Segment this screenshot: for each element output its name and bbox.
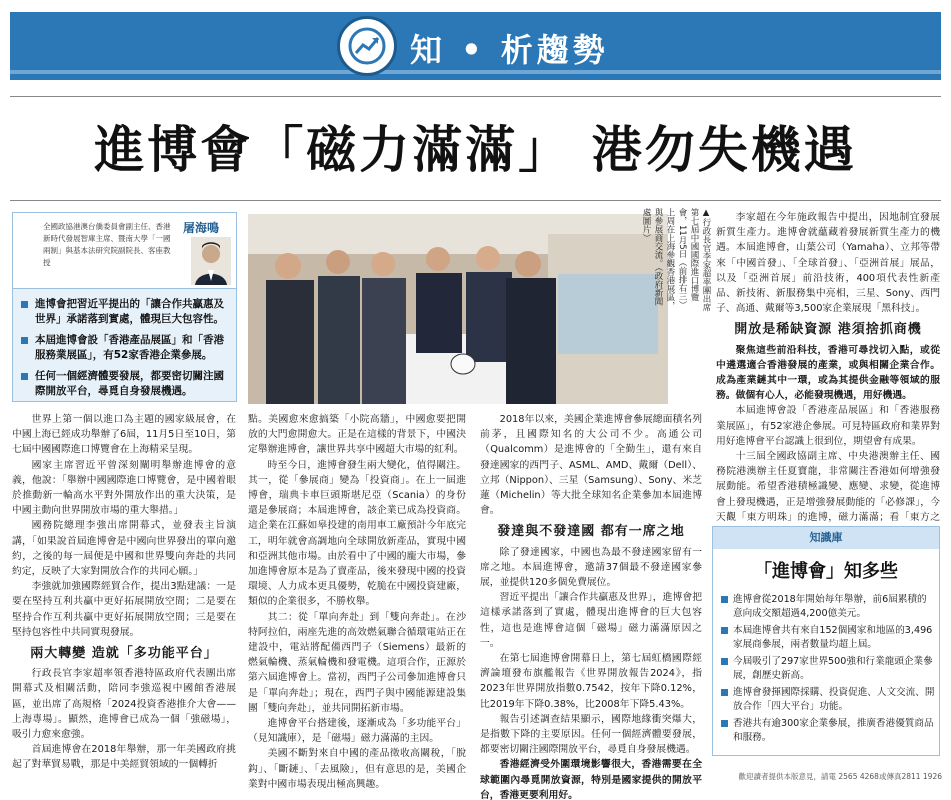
article-column-4 bbox=[716, 210, 940, 540]
paragraph: 十三屆全國政協副主席、中央港澳辦主任、國務院港澳辦主任夏寶龍，非常關注香港如何增強發展動能。希望香港積極識變、應變、求變，從進博會上發現機遇，正是增強發展動能的「必修課」，今天觀「東方明珠」的進博，磁力滿滿；看「東方之 bbox=[716, 451, 940, 523]
divider bbox=[10, 200, 941, 201]
paragraph: 2018年以來，美國企業進博會參展總面積名列前茅，且國際知名的大公司不少。高通公司（Qualcomm）是進博會的「全勤生」，還有來自發達國家的西門子、ASML、AMD、戴爾（Dell）、立邦（Nippon）、三星（Samsung）、Sony、米芝蓮（Michelin）等大批全球知名企業參加本屆進博會。 bbox=[480, 414, 702, 517]
paragraph: 美國不斷對來自中國的產品徵收高關稅，「脫鈎」、「斷鏈」、「去風險」，但有意思的是，美國企業對中國市場表現出極高興趣。 bbox=[248, 748, 466, 790]
paragraph: 行政長官李家超率領香港特區政府代表團出席開幕式及相關活動，陪同李強巡視中國館香港展區，並出席了高規格「2024投資香港推介大會——上海專場」。顯然，進博會已成為一個「強磁場」，吸引力愈來愈強。 bbox=[12, 668, 236, 741]
knowledge-box bbox=[712, 526, 940, 756]
trend-chart-logo-icon bbox=[337, 16, 397, 76]
article-column-1 bbox=[12, 412, 236, 773]
knowledge-item: 進博會發揮國際採購、投資促進、人文交流、開放合作「四大平台」功能。 bbox=[721, 686, 935, 714]
knowledge-list bbox=[721, 593, 935, 748]
summary-bullet: 本屆進博會設「香港產品展區」和「香港服務業展區」，有52家香港企業參展。 bbox=[21, 333, 231, 363]
author-photo bbox=[191, 237, 231, 285]
paragraph: 國務院總理李強出席開幕式，並發表主旨演講，「如果說首屆進博會是中國向世界發出的單向邀約，之後的每一屆便是中國和世界雙向奔赴的共同約定，反映了大家對開放合作的共同心願。」 bbox=[12, 520, 236, 578]
paragraph: 香港經濟受外圍環境影響很大，香港需要在全球範圍內尋覓開放資源，特別是國家提供的開放平台，香港更要利用好。 bbox=[480, 759, 702, 800]
paragraph: 其二：從「單向奔赴」到「雙向奔赴」。在沙特阿拉伯，兩座先進的高效燃氣聯合循環電站正在建設中，電站將配備西門子（Siemens）最新的燃氣輪機、蒸氣輪機和發電機。這項合作，正源於第六屆進博會上。當初，西門子公司參加進博會只是「單向奔赴」；現在，西門子與中國能源建設集團「雙向奔赴」，並共同開拓新市場。 bbox=[248, 611, 466, 714]
paragraph: 除了發達國家，中國也為最不發達國家留有一席之地。本屆進博會，邀請37個最不發達國家參展，並提供120多個免費展位。 bbox=[480, 546, 702, 589]
knowledge-box-title: 「進博會」知多些 bbox=[754, 561, 898, 582]
knowledge-item: 香港共有逾300家企業參展，推廣香港優質商品和服務。 bbox=[721, 717, 935, 745]
knowledge-item: 進博會從2018年開始每年舉辦，前6屆累積的意向成交額超過4,200億美元。 bbox=[721, 593, 935, 621]
summary-bullet: 進博會把習近平提出的「讓合作共贏惠及世界」承諾落到實處，體現巨大包容性。 bbox=[21, 297, 231, 327]
paragraph: 點。美國愈來愈搞築「小院高牆」，中國愈要把開放的大門愈開愈大。正是在這樣的背景下，中國決定舉辦進博會，讓世界共享中國超大市場的紅利。 bbox=[248, 414, 466, 456]
paragraph: 在第七屆進博會開幕日上，第七屆虹橋國際經濟論壇發布旗艦報告《世界開放報告2024》，指2023年世界開放指數0.7542，按年下降0.12%，比2019年下降0.38%，比2008年下降5.43%。 bbox=[480, 653, 702, 710]
subheading: 開放是稀缺資源 港須捨抓商機 bbox=[734, 322, 922, 338]
paragraph: 進博會平台搭建後，逐漸成為「多功能平台」（見知識庫），是「磁場」磁力滿滿的主因。 bbox=[248, 718, 466, 745]
author-credentials: 全國政協港澳台僑委員會副主任、香港新時代發展智庫主席、暨南大學「一國兩制」與基本法研究院副院長、客座教授 bbox=[43, 222, 171, 267]
paragraph: 報告引述調查結果顯示，國際地緣衝突爆大，是指數下降的主要原因。任何一個經濟體要發展，都要密切關注國際開放平台，尋覓自身發展機遇。 bbox=[480, 713, 702, 756]
paragraph: 世界上第一個以進口為主題的國家級展會，在中國上海已經成功舉辦了6屆，11月5日至10日，第七屆中國國際進口博覽會在上海精采呈現。 bbox=[12, 414, 236, 456]
paragraph: 時至今日，進博會發生兩大變化，值得關注。其一，從「參展商」變為「投資商」。在上一屆進博會，瑞典卡車巨頭斯堪尼亞（Scania）的身份還是參展商；本屆進博會，該企業已成為投資商。這企業在江蘇如皋投建的南用車工廠預計今年底完工，明年就會高調地向全球開放新產品，實現中國和亞洲其他市場。由於看中了中國的龐大市場，參加進博會原本是為了賣產品，後來發現中國的投資環境、人力成本更具優勢，乾脆在中國投資建廠，類似的企業很多，不勝枚舉。 bbox=[248, 459, 466, 608]
author-box bbox=[12, 212, 237, 402]
paragraph: 李強就加強國際經貿合作，提出3點建議：一是要在堅持互利共贏中更好拓展開放空間；二是要在堅持合作互利共贏中更好拓展開放空間；三是要在堅持包容性中共同實現發展。 bbox=[12, 581, 236, 638]
author-header bbox=[13, 213, 236, 289]
paragraph: 本屆進博會設「香港產品展區」和「香港服務業展區」，有52家港企參展。可見特區政府和業界對用好進博會平台認識上很到位，期望會有成果。 bbox=[716, 405, 940, 447]
article-column-3 bbox=[480, 412, 702, 800]
author-name: 屠海鳴 bbox=[183, 221, 220, 235]
section-banner bbox=[10, 12, 941, 80]
paragraph: 習近平提出「讓合作共贏惠及世界」，進博會把這樣承諾落到了實處，體現出進博會的巨大包容性，這也是進博會這個「磁場」磁力滿滿原因之一。 bbox=[480, 592, 702, 649]
knowledge-item: 本屆進博會共有來自152個國家和地區的3,496家展商參展，兩者數量均超上屆。 bbox=[721, 624, 935, 652]
paragraph: 李家超在今年施政報告中提出，因地制宜發展新質生產力。進博會就蘊藏着發展新質生產力的機遇。本屆進博會，山葉公司（Yamaha）、立邦等帶來「中國首發」、「全球首發」、「亞洲首展」展品，以及「亞洲首展」前沿技術，400項代表性新產品、新技術、新服務集中亮相，三星、Sony、西門子、高通、戴爾等3,500家企業展現「黑科技」。 bbox=[716, 212, 940, 315]
summary-bullets bbox=[21, 297, 231, 405]
article-column-2 bbox=[248, 412, 466, 792]
divider bbox=[10, 96, 941, 97]
paragraph: 聚焦這些前沿科技，香港可尋找切入點，或從中遴選適合香港發展的產業，或與相關企業合作。成為產業鏈其中一環，或為其提供金融等領域的服務。做個有心人，必能發現機遇，用好機遇。 bbox=[716, 344, 940, 402]
subheading: 兩大轉變 造就「多功能平台」 bbox=[30, 646, 218, 662]
knowledge-item: 今屆吸引了297家世界500強和行業龍頭企業參展，創歷史新高。 bbox=[721, 655, 935, 683]
photo-caption: ▲行政長官李家超率團出席第七屆中國國際進口博覽會，11月5日（前排右三）上周在上海參觀香港展區，與參展商交流。（政府新聞處圖片） bbox=[641, 208, 711, 312]
subheading: 發達與不發達國 都有一席之地 bbox=[497, 524, 685, 540]
knowledge-box-header: 知識庫 bbox=[713, 527, 939, 549]
footer-note: 歡迎讀者提供本版意見，請電 2565 4268或傳真2811 1926 bbox=[738, 772, 942, 781]
news-photo bbox=[248, 214, 668, 404]
paragraph: 國家主席習近平曾深刻闡明舉辦進博會的意義，他說：「舉辦中國國際進口博覽會，是中國着眼於推動新一輪高水平對外開放作出的重大決策，是中國主動向世界開放市場的重大舉措。」 bbox=[12, 459, 236, 517]
headline: 進博會「磁力滿滿」 港勿失機遇 bbox=[94, 121, 857, 179]
summary-bullet: 任何一個經濟體要發展，都要密切關注國際開放平台，尋覓自身發展機遇。 bbox=[21, 369, 231, 399]
paragraph: 首屆進博會在2018年舉辦，那一年美國政府挑起了對華貿易戰，那是中美經貿領域的一個轉折 bbox=[12, 744, 236, 771]
section-title: 知 • 析趨勢 bbox=[410, 31, 609, 69]
